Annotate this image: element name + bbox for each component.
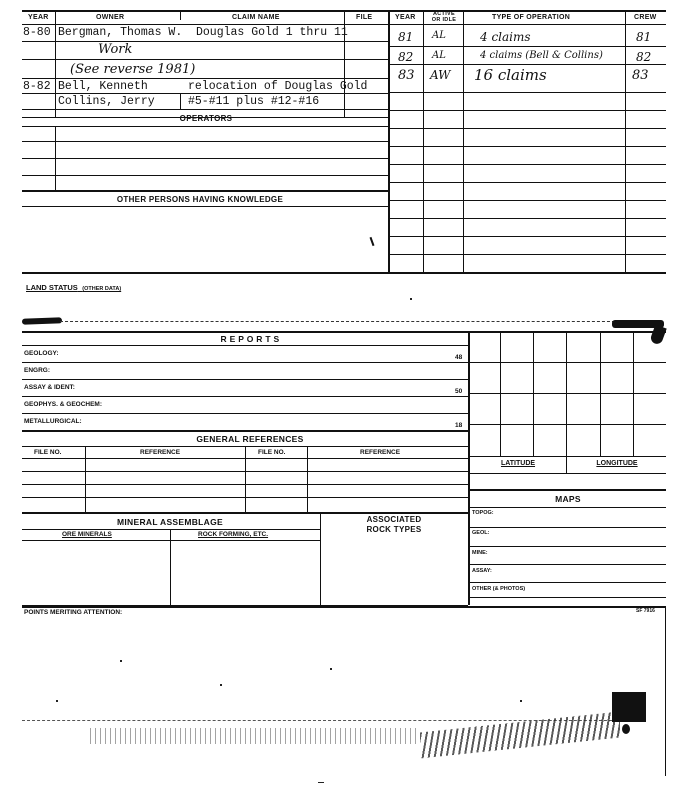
claim-name: Douglas Gold 1 thru 11 xyxy=(196,26,348,39)
claim-name: #5-#11 plus #12-#16 xyxy=(188,95,320,108)
maps-row-label: OTHER (& PHOTOS) xyxy=(472,586,526,592)
operation-year: 81 xyxy=(398,30,414,44)
report-label: GEOLOGY: xyxy=(24,350,59,357)
owner-name: (See reverse 1981) xyxy=(70,62,196,77)
col-active-idle-header: ACTIVE OR IDLE xyxy=(431,11,457,23)
associated-rock-types-header: ASSOCIATED ROCK TYPES xyxy=(366,515,422,534)
owner-name: Bergman, Thomas W. xyxy=(58,26,183,39)
report-label: ENGRG: xyxy=(24,367,50,374)
owner-year: 8-80 xyxy=(23,26,51,39)
operation-type: 16 claims xyxy=(474,66,547,84)
points-meriting-attention-label: POINTS MERITING ATTENTION: xyxy=(24,609,123,616)
operation-type: 4 claims (Bell & Collins) xyxy=(480,50,603,61)
land-status-label: LAND STATUS (OTHER DATA) xyxy=(26,283,122,292)
col-claim-name-header: CLAIM NAME xyxy=(232,14,280,21)
report-number: 50 xyxy=(455,388,463,395)
longitude-label: LONGITUDE xyxy=(596,460,638,467)
latitude-label: LATITUDE xyxy=(500,460,536,467)
maps-row-label: ASSAY: xyxy=(472,568,492,574)
report-number: 18 xyxy=(455,422,463,429)
ref-reference-header: REFERENCE xyxy=(140,449,181,456)
maps-row-label: MINE: xyxy=(472,550,488,556)
operation-crew: 82 xyxy=(636,50,652,64)
maps-row-label: TOPOG: xyxy=(472,510,494,516)
owner-name: Work xyxy=(98,42,133,57)
owner-name: Collins, Jerry xyxy=(58,95,155,108)
mineral-assemblage-header: MINERAL ASSEMBLAGE xyxy=(117,517,223,527)
operation-type: 4 claims xyxy=(480,30,531,44)
ref-reference-header: REFERENCE xyxy=(360,449,401,456)
reports-header: R E P O R T S xyxy=(220,334,280,344)
report-label: METALLURGICAL: xyxy=(24,418,82,425)
operation-year: 83 xyxy=(398,68,415,83)
other-persons-header: OTHER PERSONS HAVING KNOWLEDGE xyxy=(116,195,284,204)
ref-file-no-header: FILE NO. xyxy=(34,449,62,456)
report-label: GEOPHYS. & GEOCHEM: xyxy=(24,401,103,408)
maps-header: MAPS xyxy=(555,494,581,504)
rock-forming-header: ROCK FORMING, ETC. xyxy=(198,531,269,538)
ore-minerals-header: ORE MINERALS xyxy=(62,531,112,538)
operation-crew: 83 xyxy=(632,68,649,83)
report-number: 48 xyxy=(455,354,463,361)
operation-status: AL xyxy=(432,30,446,41)
operation-year: 82 xyxy=(398,50,414,64)
report-label: ASSAY & IDENT: xyxy=(24,384,75,391)
form-code: SF 7916 xyxy=(636,608,655,614)
operators-header: OPERATORS xyxy=(179,114,233,123)
owner-year: 8-82 xyxy=(23,80,51,93)
col-owner-header: OWNER xyxy=(96,14,125,21)
owner-name: Bell, Kenneth xyxy=(58,80,148,93)
col-type-operation-header: TYPE OF OPERATION xyxy=(492,14,571,21)
general-references-header: GENERAL REFERENCES xyxy=(196,434,304,444)
col-year-header: YEAR xyxy=(28,14,49,21)
claim-name: relocation of Douglas Gold xyxy=(188,80,368,93)
operation-crew: 81 xyxy=(636,30,652,44)
col-year2-header: YEAR xyxy=(395,14,416,21)
operation-status: AL xyxy=(432,50,446,61)
ref-file-no-header: FILE NO. xyxy=(258,449,286,456)
col-crew-header: CREW xyxy=(634,14,657,21)
col-file-header: FILE xyxy=(356,14,373,21)
operation-status: AW xyxy=(430,68,451,82)
maps-row-label: GEOL: xyxy=(472,530,490,536)
